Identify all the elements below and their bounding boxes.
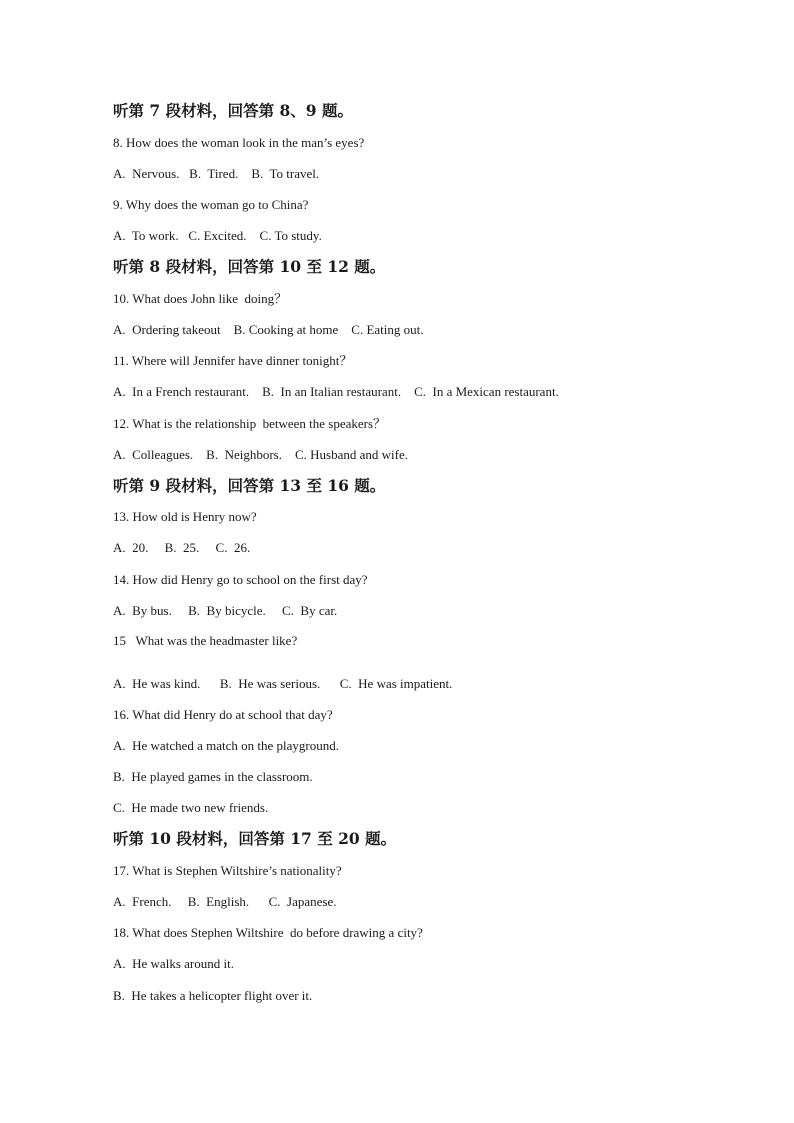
question-14: 14. How did Henry go to school on the first day?: [113, 572, 368, 587]
options-9: A. To work. C. Excited. C. To study.: [113, 228, 322, 243]
options-10: A. Ordering takeout B. Cooking at home C. Eating out.: [113, 322, 424, 337]
option-18b: B. He takes a helicopter flight over it.: [113, 988, 313, 1003]
question-13: 13. How old is Henry now?: [113, 509, 257, 524]
option-16b: B. He played games in the classroom.: [113, 769, 313, 784]
option-18a: A. He walks around it.: [113, 956, 234, 971]
question-18: 18. What does Stephen Wiltshire do before drawing a city?: [113, 925, 423, 940]
option-16a: A. He watched a match on the playground.: [113, 738, 339, 753]
section-heading-8: 听第 8 段材料，回答第 10 至 12 题。: [113, 257, 386, 276]
question-12: 12. What is the relationship between the speakers？: [113, 416, 387, 431]
question-8: 8. How does the woman look in the man’s eyes?: [113, 135, 365, 150]
options-15: A. He was kind. B. He was serious. C. He was impatient.: [113, 676, 453, 691]
question-15: 15 What was the headmaster like?: [113, 633, 298, 648]
question-9: 9. Why does the woman go to China?: [113, 197, 309, 212]
options-12: A. Colleagues. B. Neighbors. C. Husband and wife.: [113, 447, 408, 462]
options-17: A. French. B. English. C. Japanese.: [113, 894, 337, 909]
options-11: A. In a French restaurant. B. In an Italian restaurant. C. In a Mexican restaurant.: [113, 384, 559, 399]
question-16: 16. What did Henry do at school that day?: [113, 707, 333, 722]
section-heading-7: 听第 7 段材料，回答第 8、9 题。: [113, 101, 353, 120]
options-8: A. Nervous. B. Tired. B. To travel.: [113, 166, 320, 181]
options-13: A. 20. B. 25. C. 26.: [113, 540, 251, 555]
section-heading-10: 听第 10 段材料，回答第 17 至 20 题。: [113, 829, 397, 848]
question-11: 11. Where will Jennifer have dinner tonight？: [113, 353, 353, 368]
option-16c: C. He made two new friends.: [113, 800, 269, 815]
section-heading-9: 听第 9 段材料，回答第 13 至 16 题。: [113, 476, 386, 495]
question-17: 17. What is Stephen Wiltshire’s nationality?: [113, 863, 342, 878]
options-14: A. By bus. B. By bicycle. C. By car.: [113, 603, 338, 618]
question-10: 10. What does John like doing？: [113, 291, 288, 306]
